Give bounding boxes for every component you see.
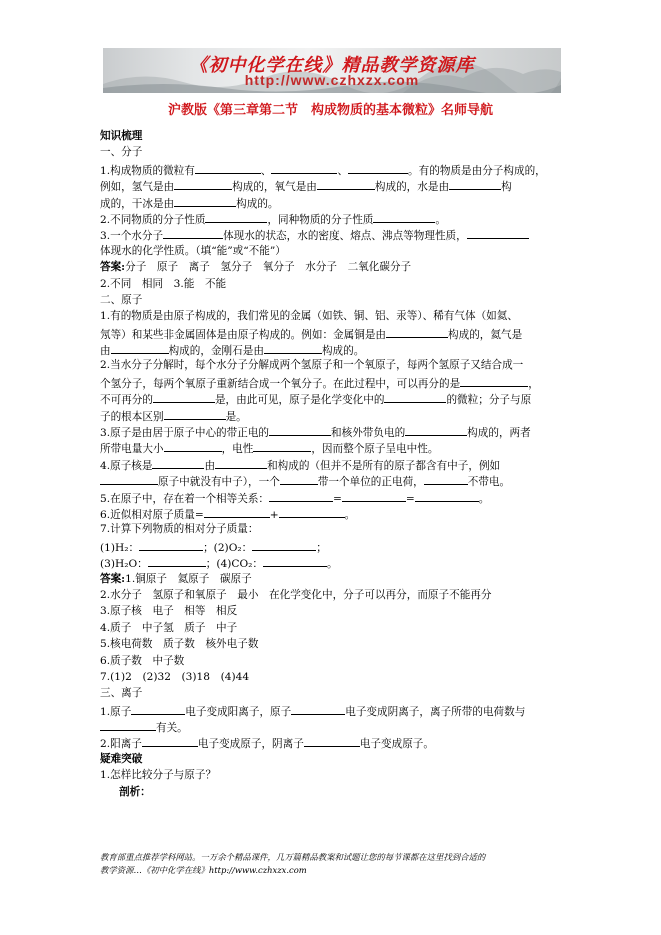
answer-blank bbox=[279, 505, 345, 518]
text: 5.在原子中，存在着一个相等关系： bbox=[100, 492, 270, 505]
text: 构成的，氧气是由 bbox=[232, 181, 317, 194]
text: 不带电。 bbox=[467, 476, 511, 489]
question-line bbox=[100, 538, 565, 554]
text: 电子变成原子，阴离子 bbox=[197, 738, 304, 751]
question-line bbox=[100, 357, 565, 373]
text: 2.当水分子分解时，每个水分子分解成两个氢原子和一个氧原子，每两个氢原子又结合成一 bbox=[100, 359, 524, 372]
answer-line bbox=[100, 669, 565, 685]
text: 不可再分的 bbox=[100, 394, 153, 407]
question-line bbox=[100, 390, 565, 406]
answer-blank bbox=[449, 177, 501, 190]
text: 构成的。 bbox=[236, 197, 279, 210]
header-banner bbox=[103, 48, 561, 93]
text: 2.水分子 氢原子和氧原子 最小 在化学变化中，分子可以再分，而原子不能再分 bbox=[100, 588, 492, 601]
text: ，同种物质的分子性质 bbox=[267, 213, 374, 226]
footer-line: 教育部重点推荐学科网站。一万余个精品课件，几万篇精品教案和试题让您的每节课都在这里找到合适的 bbox=[100, 852, 486, 862]
answer-blank bbox=[405, 423, 467, 436]
question-line bbox=[100, 243, 565, 259]
text: 7.计算下列物质的相对分子质量： bbox=[100, 523, 259, 536]
answer-blank bbox=[139, 538, 203, 551]
text: + bbox=[269, 508, 279, 521]
answer-blank bbox=[291, 702, 345, 715]
text: 3.一个水分子 bbox=[100, 230, 164, 243]
text: 体现水的化学性质。（填“能”或“不能”） bbox=[100, 244, 286, 257]
answer-blank bbox=[269, 489, 333, 502]
question-line bbox=[100, 505, 565, 521]
question-line bbox=[100, 177, 565, 193]
text: 2.阳离子 bbox=[100, 738, 142, 751]
answer-blank bbox=[317, 177, 375, 190]
text: 一、分子 bbox=[100, 146, 143, 159]
text: 4.原子核是 bbox=[100, 459, 153, 472]
answer-blank bbox=[386, 325, 448, 338]
page-title: 沪教版《第三章第二节 构成物质的基本微粒》名师导航 bbox=[167, 103, 493, 118]
footer-line: 教学资源…《初中化学在线》http://www.czhxzx.com bbox=[100, 865, 307, 875]
answer-blank bbox=[415, 489, 479, 502]
text: = bbox=[405, 492, 415, 505]
text: 1.原子 bbox=[100, 705, 132, 718]
text: 构成的，水是由 bbox=[374, 181, 450, 194]
subsection-heading bbox=[100, 292, 565, 308]
answer-label: 答案: bbox=[100, 261, 126, 274]
text: 。有的物质是由分子构成的， bbox=[408, 164, 546, 177]
text: 5.核电荷数 质子数 核外电子数 bbox=[100, 638, 259, 651]
question-line bbox=[100, 472, 565, 488]
question-line bbox=[100, 521, 565, 537]
text: 所带电量大小 bbox=[100, 443, 164, 456]
answer-line bbox=[100, 620, 565, 636]
answer-blank bbox=[152, 456, 204, 469]
question-line bbox=[100, 210, 565, 226]
text: 构成的，两者 bbox=[467, 427, 531, 440]
text: 和构成的（但并不是所有的原子都含有中子，例如 bbox=[267, 459, 501, 472]
text: 个氢分子，每两个氧原子重新结合成一个氧分子。在此过程中，可以再分的是 bbox=[100, 377, 461, 390]
text: 例如，氢气是由 bbox=[100, 181, 175, 194]
text: 三、离子 bbox=[100, 687, 143, 700]
text: 3.原子核 电子 相等 相反 bbox=[100, 605, 238, 618]
text: ， bbox=[528, 377, 539, 390]
answer-blank bbox=[253, 439, 311, 452]
question-line bbox=[100, 489, 565, 505]
text: (3)H₂O： bbox=[100, 558, 148, 571]
question-line bbox=[100, 718, 565, 734]
text: 。 bbox=[435, 213, 446, 226]
text: 、 bbox=[260, 164, 272, 177]
text: ；(4)CO₂： bbox=[205, 558, 264, 571]
subsection-heading bbox=[100, 144, 565, 160]
answer-blank bbox=[269, 423, 331, 436]
text: 1.怎样比较分子与原子？ bbox=[100, 769, 217, 782]
answer-line bbox=[100, 636, 565, 652]
text: 电子变成阴离子，离子所带的电荷数与 bbox=[345, 705, 526, 718]
question-line bbox=[100, 194, 565, 210]
question-line bbox=[100, 423, 565, 439]
text: 由 bbox=[204, 459, 216, 472]
text: 剖析： bbox=[119, 785, 151, 798]
question-line bbox=[100, 374, 565, 390]
text: 知识梳理 bbox=[100, 130, 143, 142]
question-line bbox=[100, 325, 565, 341]
question-line bbox=[100, 734, 565, 750]
text: 疑难突破 bbox=[100, 752, 143, 765]
document-body bbox=[100, 128, 565, 800]
text: 6.质子数 中子数 bbox=[100, 654, 185, 667]
text: ；(2)O₂： bbox=[203, 541, 253, 554]
answer-blank bbox=[373, 210, 435, 223]
text: 带一个单位的正电荷， bbox=[317, 476, 424, 489]
page-footer bbox=[100, 851, 570, 877]
answer-line bbox=[100, 259, 565, 275]
text: 二、原子 bbox=[100, 293, 143, 306]
answer-blank bbox=[142, 734, 198, 747]
text: 。 bbox=[478, 492, 490, 505]
text: 原子中就没有中子），一个 bbox=[158, 476, 280, 489]
text: 成的，干冰是由 bbox=[100, 197, 175, 210]
text: 分子 原子 离子 氢分子 氧分子 水分子 二氧化碳分子 bbox=[125, 261, 412, 274]
subsection-heading bbox=[100, 685, 565, 701]
text: 1.铜原子 氦原子 碳原子 bbox=[125, 572, 252, 585]
answer-blank bbox=[467, 226, 529, 239]
question-line bbox=[100, 554, 565, 570]
text: ，电性 bbox=[221, 443, 254, 456]
answer-blank bbox=[252, 538, 316, 551]
question-line bbox=[100, 456, 565, 472]
answer-blank bbox=[205, 210, 267, 223]
answer-blank bbox=[100, 718, 156, 731]
answer-line bbox=[100, 603, 565, 619]
text: 6.近似相对原子质量= bbox=[100, 508, 204, 521]
question-line bbox=[100, 407, 565, 423]
question-line bbox=[100, 439, 565, 455]
text: 7.(1)2 (2)32 (3)18 (4)44 bbox=[100, 670, 250, 683]
text: 和核外带负电的 bbox=[331, 427, 406, 440]
answer-blank bbox=[280, 472, 318, 485]
question-line bbox=[100, 226, 565, 242]
text: 由 bbox=[100, 345, 111, 358]
text: 4.质子 中子氢 质子 中子 bbox=[100, 621, 238, 634]
text: 2.不同 相同 3.能 不能 bbox=[100, 277, 227, 290]
text: (1)H₂： bbox=[100, 541, 140, 554]
text: 构成的。 bbox=[321, 345, 365, 358]
answer-line bbox=[100, 587, 565, 603]
answer-blank bbox=[195, 161, 261, 174]
answer-blank bbox=[174, 177, 232, 190]
text: = bbox=[333, 492, 342, 505]
answer-blank bbox=[271, 161, 337, 174]
text: 1.有的物质是由原子构成的，我们常见的金属（如铁、铜、铝、汞等）、稀有气体（如氦、 bbox=[100, 310, 518, 323]
question-line bbox=[100, 767, 565, 783]
text: 2.不同物质的分子性质 bbox=[100, 213, 206, 226]
text: 电子变成阳离子，原子 bbox=[185, 705, 292, 718]
answer-blank bbox=[153, 390, 215, 403]
answer-blank bbox=[304, 734, 360, 747]
text: ； bbox=[316, 541, 327, 554]
text: 电子变成原子。 bbox=[359, 738, 434, 751]
answer-label: 答案: bbox=[100, 572, 126, 585]
section-heading bbox=[100, 751, 565, 767]
answer-blank bbox=[174, 194, 236, 207]
text: 1.构成物质的微粒有 bbox=[100, 164, 195, 177]
text: 氖等）和某些非金属固体是由原子构成的。例如：金属铜是由 bbox=[100, 328, 387, 341]
banner-url[interactable]: http://www.czhxzx.com bbox=[244, 72, 420, 88]
text: 的微粒；分子与原 bbox=[446, 394, 532, 407]
answer-line bbox=[100, 653, 565, 669]
answer-blank bbox=[263, 554, 327, 567]
text: 是。 bbox=[225, 410, 247, 423]
answer-blank bbox=[204, 505, 270, 518]
section-heading bbox=[100, 128, 565, 144]
answer-line bbox=[100, 571, 565, 587]
answer-blank bbox=[348, 161, 408, 174]
answer-blank bbox=[164, 439, 222, 452]
text: 构成的，氦气是 bbox=[448, 328, 523, 341]
answer-blank bbox=[131, 702, 185, 715]
banner-title: 《初中化学在线》精品教学资源库 bbox=[189, 55, 475, 76]
text: 、 bbox=[337, 164, 349, 177]
answer-blank bbox=[164, 407, 226, 420]
text: 。 bbox=[327, 558, 338, 571]
answer-blank bbox=[424, 472, 468, 485]
answer-blank bbox=[264, 341, 322, 354]
text: 3.原子是由居于原子中心的带正电的 bbox=[100, 427, 270, 440]
text: 。 bbox=[344, 508, 356, 521]
analysis-label bbox=[100, 784, 565, 800]
answer-blank bbox=[163, 226, 223, 239]
text: ，因而整个原子呈电中性。 bbox=[311, 443, 439, 456]
answer-blank bbox=[111, 341, 169, 354]
answer-blank bbox=[460, 374, 528, 387]
answer-blank bbox=[384, 390, 446, 403]
question-line bbox=[100, 341, 565, 357]
question-line bbox=[100, 308, 565, 324]
answer-blank bbox=[342, 489, 406, 502]
question-line bbox=[100, 161, 565, 177]
answer-blank bbox=[215, 456, 267, 469]
question-line bbox=[100, 702, 565, 718]
text: 子的根本区别 bbox=[100, 410, 164, 423]
answer-blank bbox=[148, 554, 206, 567]
text: 体现水的状态，水的密度、熔点、沸点等物理性质， bbox=[223, 230, 467, 243]
text: 是，由此可见，原子是化学变化中的 bbox=[214, 394, 385, 407]
text: 构 bbox=[501, 181, 512, 194]
text: 构成的，金刚石是由 bbox=[168, 345, 264, 358]
answer-line bbox=[100, 276, 565, 292]
text: 有关。 bbox=[156, 722, 188, 735]
answer-blank bbox=[100, 472, 158, 485]
